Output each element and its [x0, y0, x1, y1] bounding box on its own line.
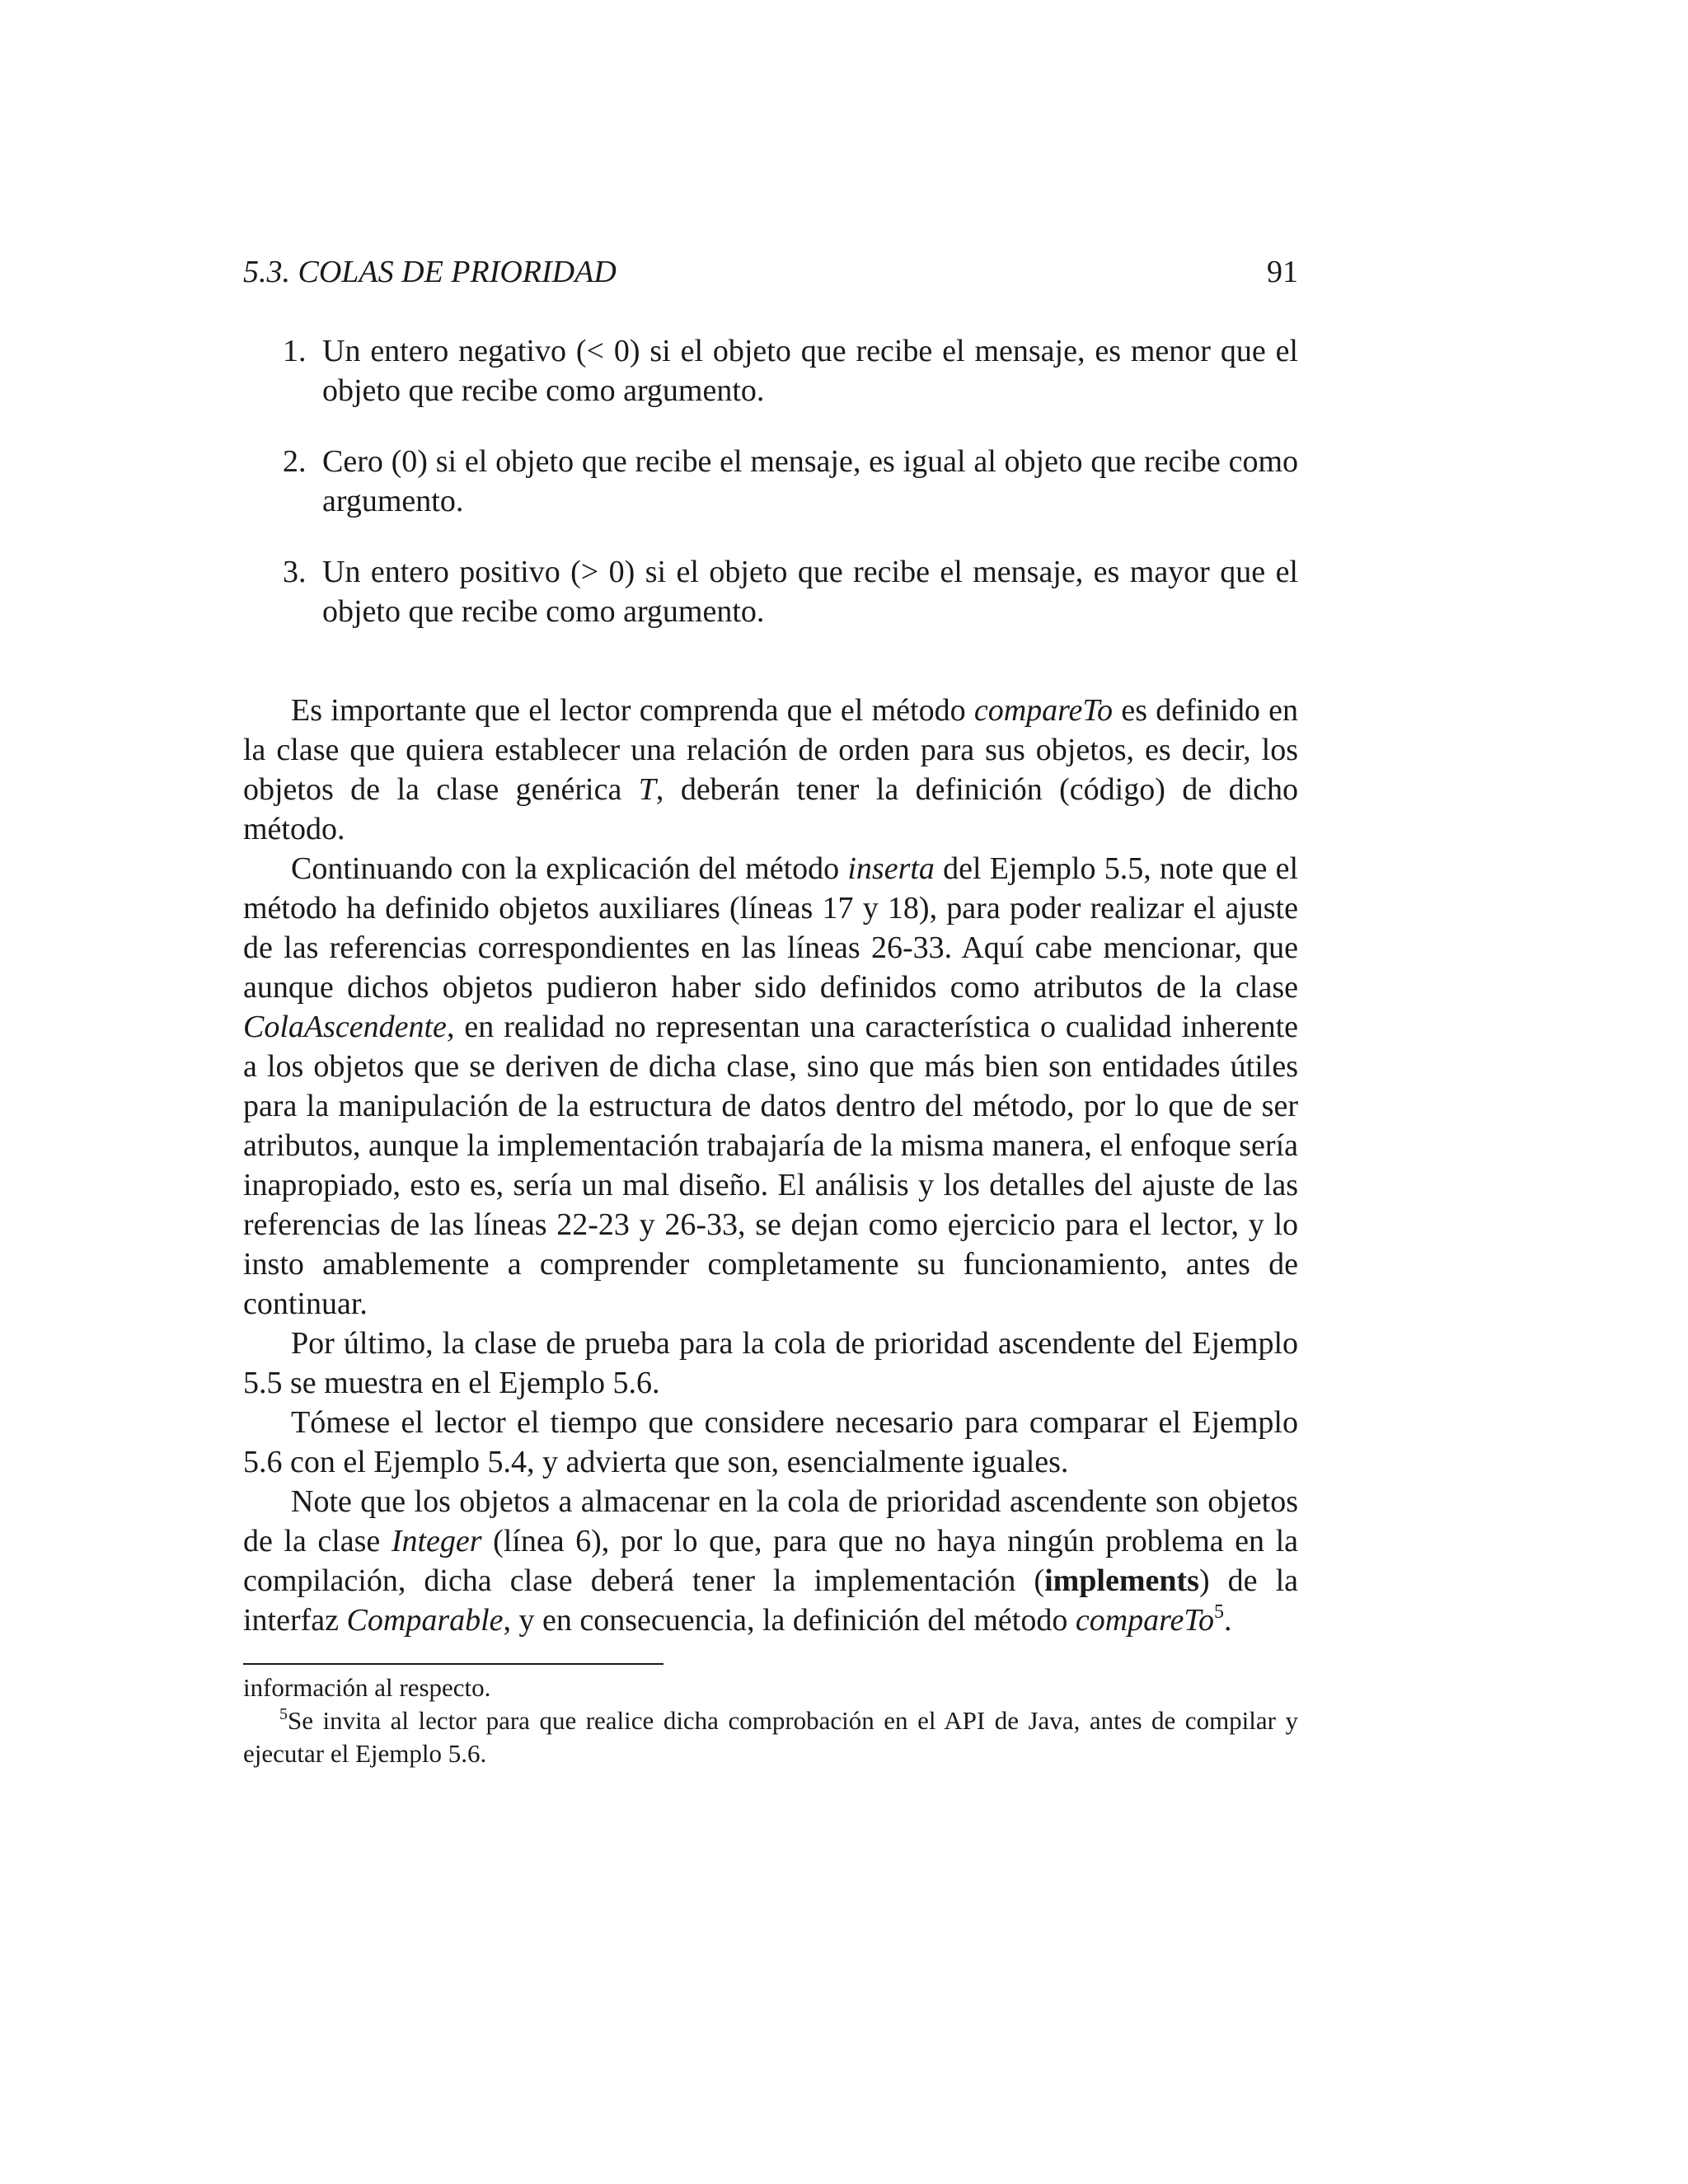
list-item-number: 2. [283, 444, 307, 479]
footnote-continued: información al respecto. [243, 1673, 491, 1702]
list-item [243, 331, 1298, 410]
running-head [243, 247, 1298, 297]
emphasis: Integer [391, 1524, 482, 1558]
footnote-text: Se invita al lector para que realice dicha comprobación en el API de Java, antes de compilar y ejecutar el Ejemplo 5.6. [243, 1706, 1298, 1768]
body-text [243, 691, 1298, 1640]
text-run: es definido en la clase que quiera establecer una relación de orden para sus objetos, es decir, los objetos de la clase genérica [243, 693, 1299, 807]
text-run: . [1224, 1603, 1232, 1638]
list-item [243, 442, 1298, 521]
paragraph-compareto [243, 691, 1298, 849]
footnote-5 [243, 1704, 1298, 1770]
emphasis: compareTo [973, 693, 1114, 728]
paragraph-clase-prueba: Por último, la clase de prueba para la cola de prioridad ascendente del Ejemplo 5.5 se muestra en el Ejemplo 5.6. [243, 1326, 1298, 1400]
emphasis: inserta [847, 851, 935, 886]
list-item-number: 3. [283, 555, 307, 589]
list-item-number: 1. [283, 334, 307, 368]
enumerated-list [243, 331, 1298, 631]
text-run: Note que los objetos a almacenar en la cola de prioridad ascendente son objetos de la clase [243, 1484, 1298, 1558]
paragraph-inserta [243, 849, 1298, 1324]
emphasis: compareTo [1075, 1603, 1215, 1638]
emphasis: T [638, 772, 656, 807]
footnotes [243, 1671, 1298, 1770]
list-item [243, 552, 1298, 631]
text-run: Continuando con la explicación del método [291, 851, 848, 886]
list-item-text: Un entero positivo (> 0) si el objeto que recibe el mensaje, es mayor que el objeto que recibe como argumento. [322, 555, 1298, 629]
page [243, 247, 1298, 1770]
paragraph-comparar: Tómese el lector el tiempo que considere necesario para comparar el Ejemplo 5.6 con el Ejemplo 5.4, y advierta que son, esencialmente iguales. [243, 1405, 1298, 1479]
list-item-text: Un entero negativo (< 0) si el objeto que recibe el mensaje, es menor que el objeto que recibe como argumento. [322, 334, 1298, 408]
text-run: , deberán tener la definición (código) de dicho método. [243, 772, 1299, 846]
text-run: , en realidad no representan una característica o cualidad inherente a los objetos que se deriven de dicha clase, sino que más bien son entidades útiles para la manipulación de la estructura de datos dentro del método, por lo que de ser atributos, aunque la implementación trabajaría de la misma manera, el enfoque sería inapropiado, esto es, sería un mal diseño. El análisis y los detalles del ajuste de las referencias de las líneas 22-23 y 26-33, se dejan como ejercicio para el lector, y lo insto amablemente a comprender completamente su funcionamiento, antes de continuar. [243, 1010, 1298, 1321]
emphasis: Comparable [346, 1603, 504, 1638]
bold-keyword: implements [1044, 1563, 1199, 1598]
text-run: del Ejemplo 5.5, note que el método ha definido objetos auxiliares (líneas 17 y 18), para poder realizar el ajuste de las referencias correspondientes en las líneas 26-33. Aquí cabe mencionar, que aunque dichos objetos pudieron haber sido definidos como atributos de la clase [243, 851, 1298, 1005]
list-item-text: Cero (0) si el objeto que recibe el mensaje, es igual al objeto que recibe como argumento. [322, 444, 1298, 518]
paragraph-integer [243, 1482, 1298, 1640]
footnote-rule [243, 1663, 663, 1665]
footnote-marker[interactable]: 5 [1214, 1601, 1225, 1623]
text-run: ) de la interfaz [243, 1563, 1298, 1638]
text-run: , y en consecuencia, la definición del método [503, 1603, 1076, 1638]
emphasis: ColaAscendente [243, 1010, 447, 1044]
section-title: 5.3. COLAS DE PRIORIDAD [243, 255, 617, 289]
text-run: (línea 6), por lo que, para que no haya ningún problema en la compilación, dicha clase deberá tener la implementación ( [243, 1524, 1298, 1598]
text-run: Es importante que el lector comprenda que el método [291, 693, 974, 728]
footnote-number: 5 [279, 1705, 288, 1723]
page-number: 91 [1267, 255, 1298, 289]
